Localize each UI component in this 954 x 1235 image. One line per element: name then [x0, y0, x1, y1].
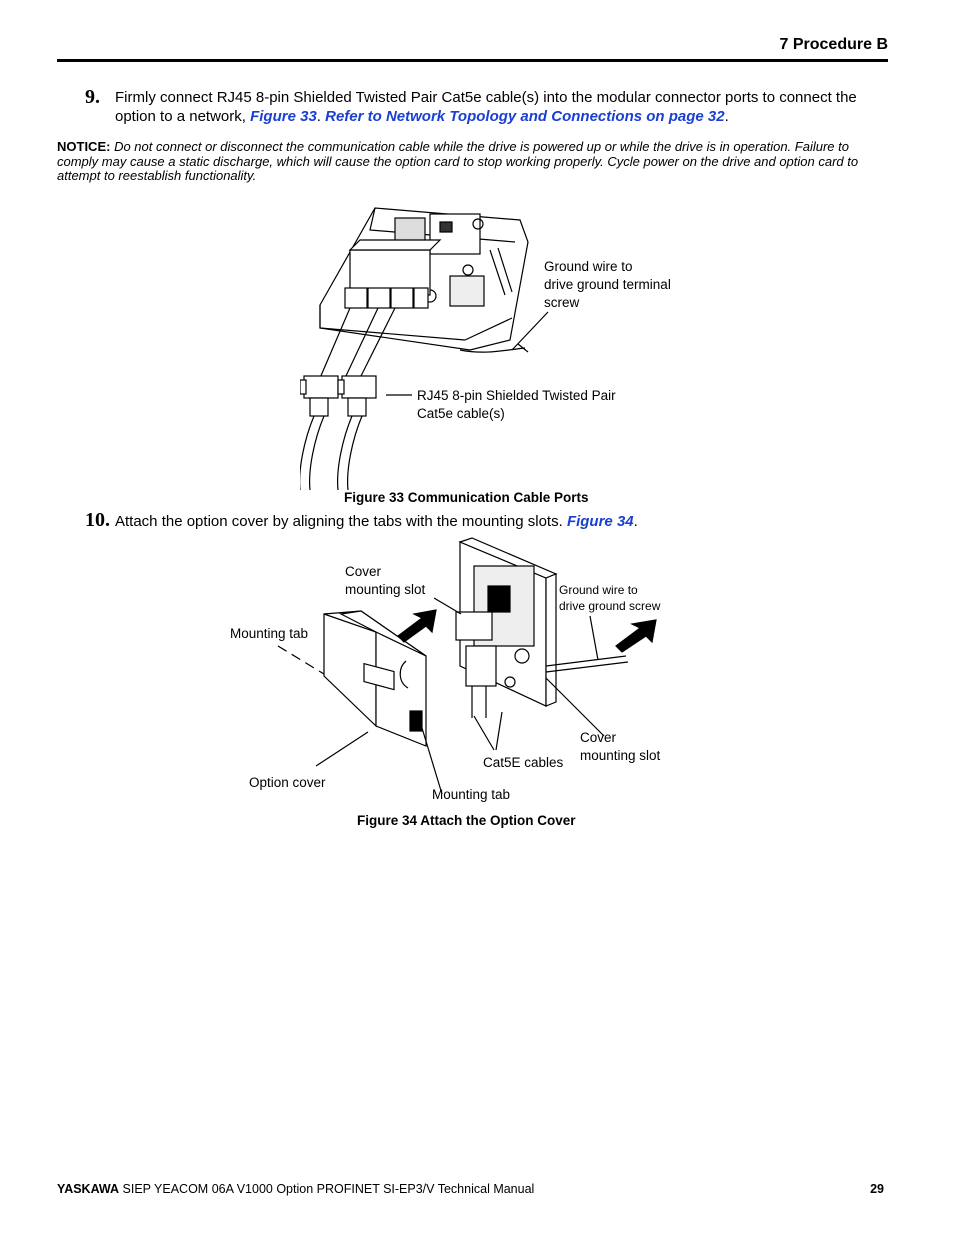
figure-34-cover-slot-right-label: Cover mounting slot — [580, 730, 661, 763]
figure-33-cable-label: RJ45 8-pin Shielded Twisted Pair Cat5e cable(s) — [417, 388, 616, 421]
step-9-text — [115, 88, 887, 126]
arrow-right — [616, 620, 656, 652]
step-10-number: 10. — [85, 509, 110, 531]
figure-33-caption: Figure 33 Communication Cable Ports — [344, 490, 589, 505]
step-10-end: . — [633, 513, 638, 530]
figure-34-ground-label: Ground wire to drive ground screw — [559, 583, 661, 613]
step-9-body: Firmly connect RJ45 8-pin Shielded Twisted Pair Cat5e cable(s) into the modular connector ports to connect the option to a network, — [115, 89, 857, 125]
rj45-connector-2 — [338, 376, 376, 490]
figure-34-mounting-tab-left-label: Mounting tab — [230, 626, 309, 641]
drive-unit-shape — [456, 538, 556, 718]
step-10-text — [115, 512, 887, 531]
notice-text: Do not connect or disconnect the communication cable while the drive is powered up or while the drive is in operation. Failure to comply may cause a static discharge, which will cause the option card to stop working properly. Cycle power on the drive and option card to attempt to reestablish functionality. — [57, 139, 859, 183]
figure-33-ground-label: Ground wire to drive ground terminal screw — [544, 259, 671, 310]
figure-34-cover-slot-top-label: Cover mounting slot — [345, 564, 426, 597]
figure-34-link[interactable]: Figure 34 — [566, 513, 634, 530]
footer-manual: SIEP YEACOM 06A V1000 Option PROFINET SI-EP3/V Technical Manual — [119, 1182, 535, 1196]
step-9-end: . — [724, 108, 729, 125]
step-10-body: Attach the option cover by aligning the tabs with the mounting slots. — [115, 513, 567, 530]
step-9-number: 9. — [85, 86, 100, 108]
figure-34-caption: Figure 34 Attach the Option Cover — [357, 813, 576, 828]
page-header-title: 7 Procedure B — [779, 36, 888, 53]
footer-text — [57, 1182, 534, 1196]
footer-brand: YASKAWA — [57, 1182, 120, 1196]
arrow-left — [398, 610, 436, 642]
step-9-sep: . — [316, 108, 326, 125]
notice-block — [57, 140, 887, 184]
figure-34-option-cover-label: Option cover — [249, 775, 326, 790]
network-topology-link[interactable]: Refer to Network Topology and Connections on page 32 — [325, 108, 725, 125]
header-rule — [57, 59, 888, 62]
figure-34-cat5e-label: Cat5E cables — [483, 755, 564, 770]
rj45-connector-1 — [300, 376, 338, 490]
figure-33-illustration — [300, 200, 560, 492]
figure-33-link[interactable]: Figure 33 — [250, 108, 317, 125]
figure-34-mounting-tab-bottom-label: Mounting tab — [432, 787, 511, 802]
notice-label: NOTICE: — [57, 139, 111, 154]
page-number: 29 — [870, 1182, 884, 1196]
